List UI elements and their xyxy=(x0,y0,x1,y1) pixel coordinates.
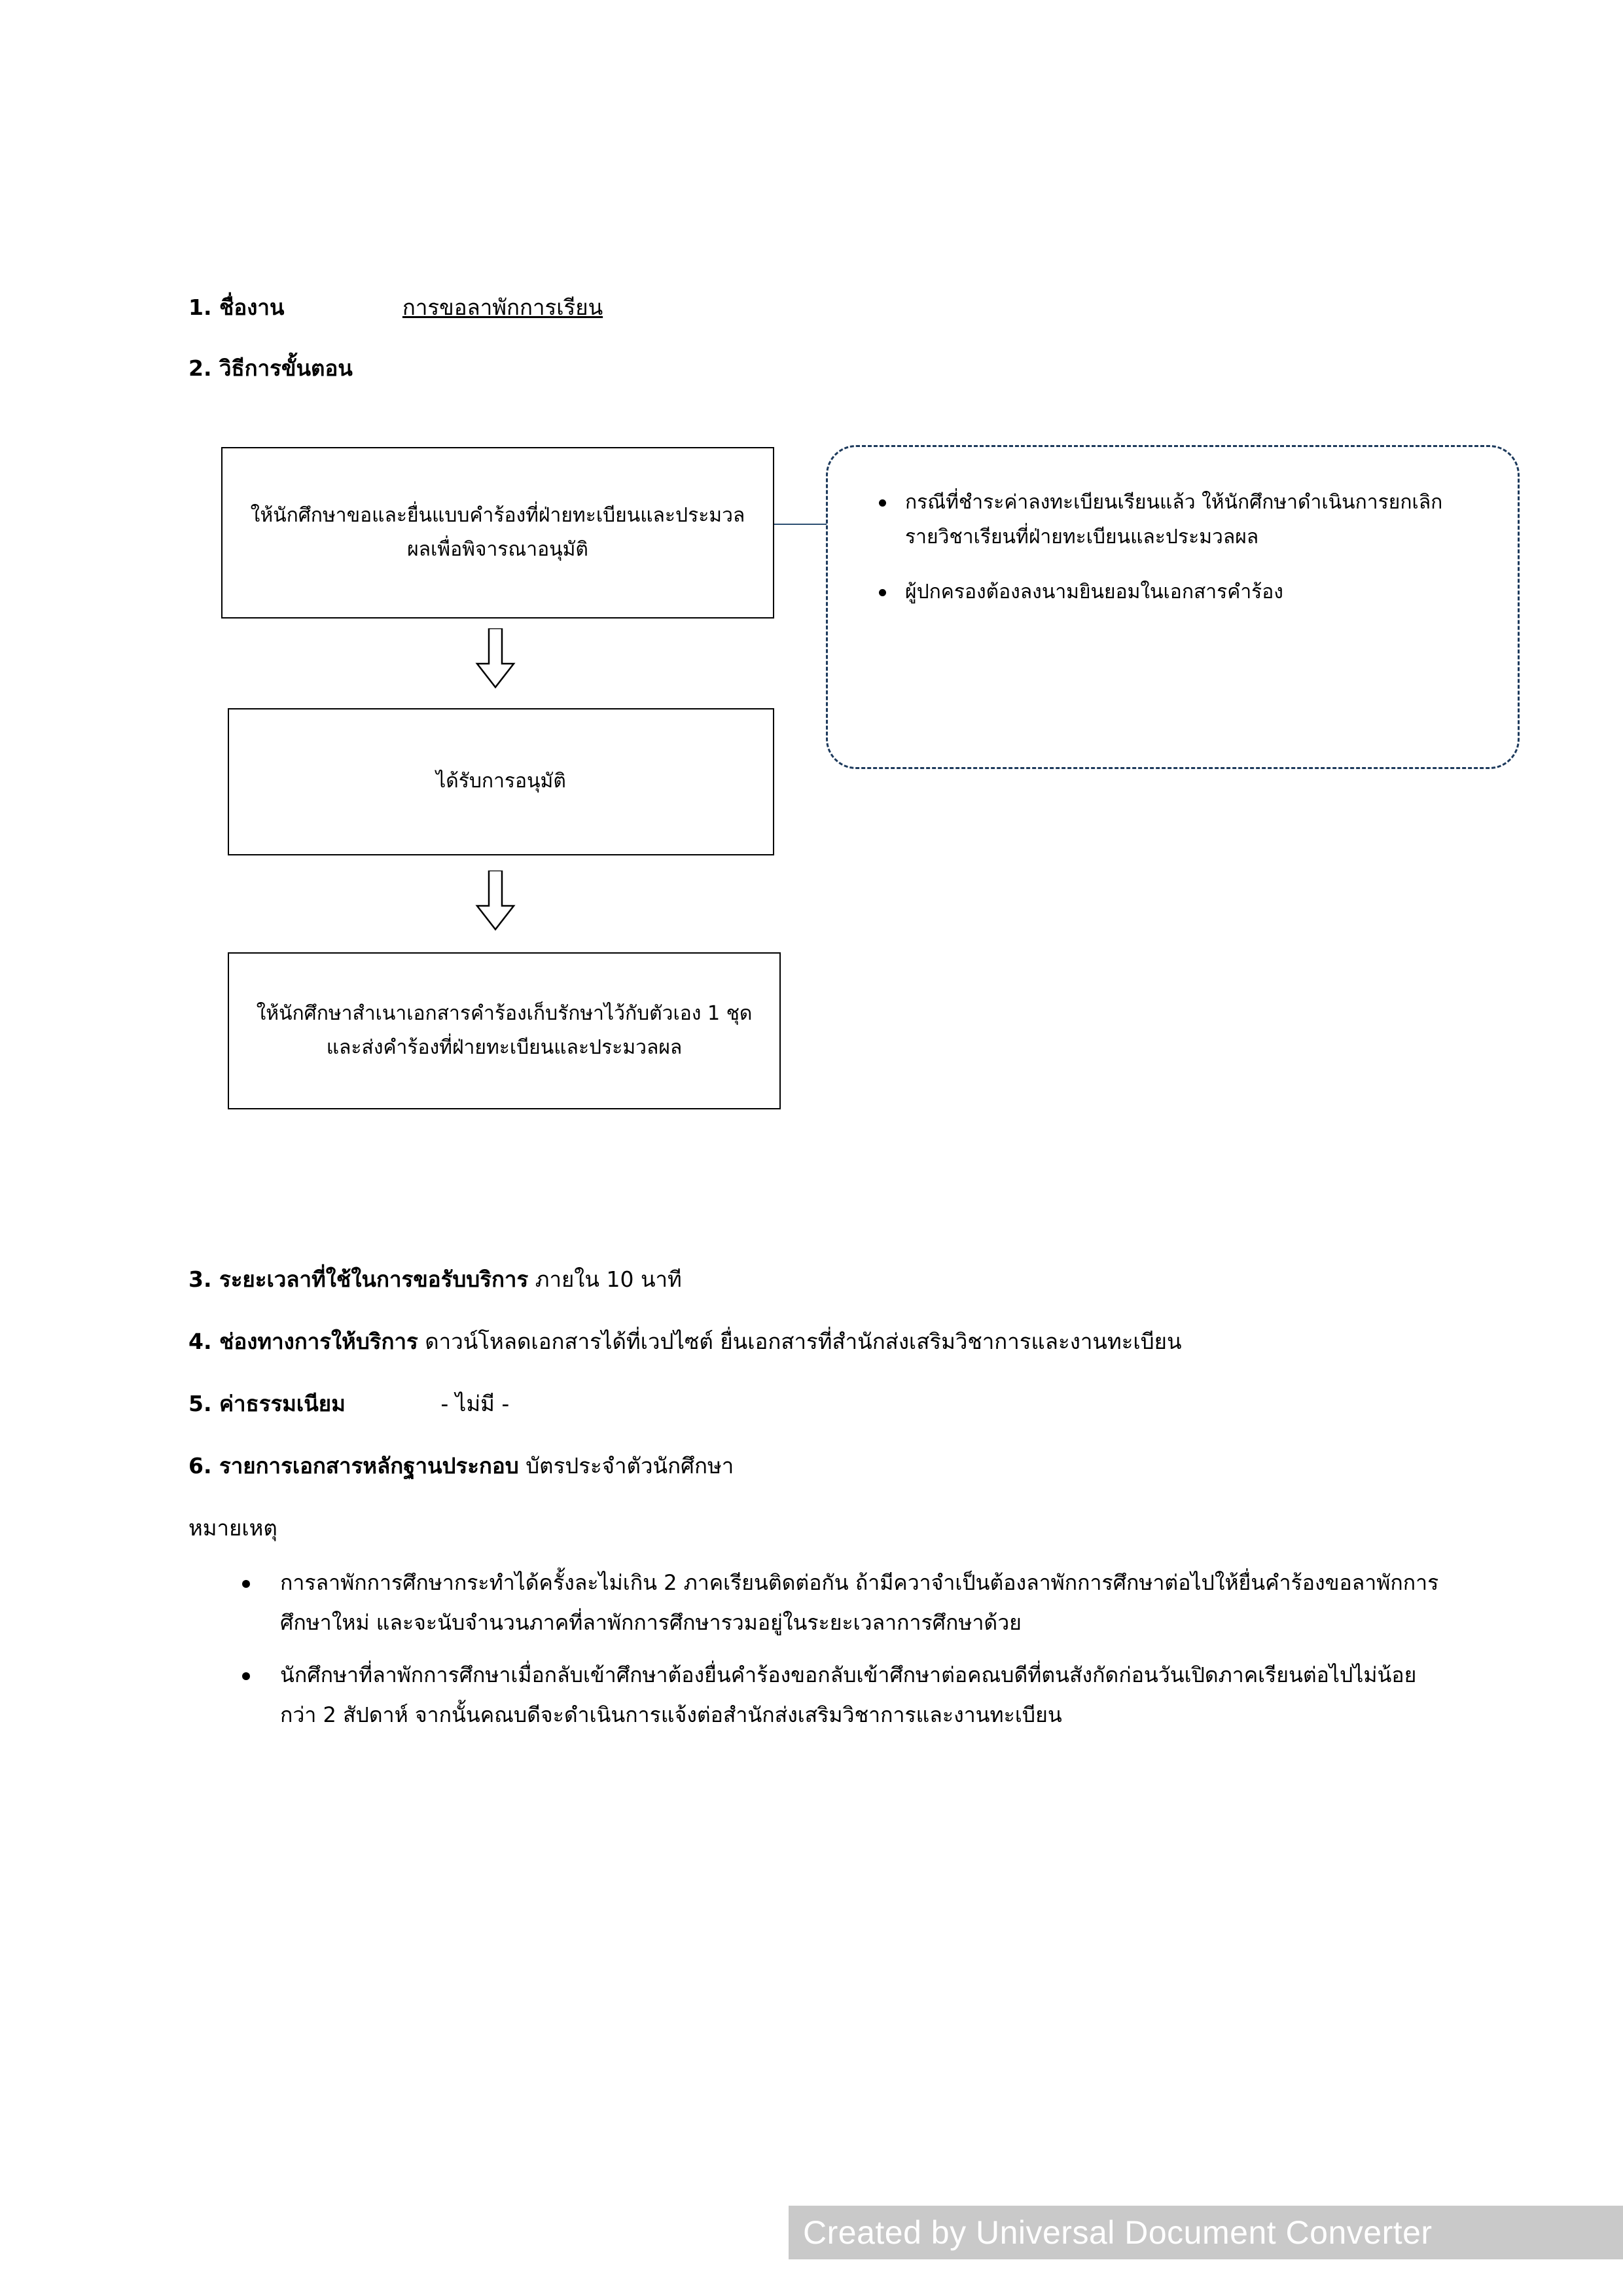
flow-note-callout xyxy=(826,445,1520,769)
arrow-down-icon-2 xyxy=(475,870,516,931)
detail-value: บัตรประจำตัวนักศึกษา xyxy=(526,1453,734,1479)
job-title-label: 1. ชื่องาน xyxy=(188,295,285,320)
detail-row-channel xyxy=(188,1325,1182,1358)
remark-heading: หมายเหตุ xyxy=(188,1515,277,1541)
detail-label: 5. ค่าธรรมเนียม xyxy=(188,1391,346,1416)
detail-label: 4. ช่องทางการให้บริการ xyxy=(188,1329,418,1354)
job-title-row xyxy=(188,291,603,324)
detail-row-fee xyxy=(188,1388,509,1420)
flow-box-copy-documents: ให้นักศึกษาสำเนาเอกสารคำร้องเก็บรักษาไว้กับตัวเอง 1 ชุด และส่งคำร้องที่ฝ่ายทะเบียนและประมวลผล xyxy=(228,952,781,1109)
remark-list xyxy=(262,1563,1440,1748)
flow-connector-line xyxy=(774,524,827,525)
remark-item: การลาพักการศึกษากระทำได้ครั้งละไม่เกิน 2 ภาคเรียนติดต่อกัน ถ้ามีควาจำเป็นต้องลาพักการศึกษาต่อไปให้ยื่นคำร้องขอลาพักการศึกษาใหม่ และจะนับจำนวนภาคที่ลาพักการศึกษารวมอยู่ในระยะเวลาการศึกษาด้วย xyxy=(262,1563,1440,1643)
detail-value: ภายใน 10 นาที xyxy=(535,1266,682,1292)
procedure-heading: 2. วิธีการขั้นตอน xyxy=(188,355,353,381)
flow-box-request: ให้นักศึกษาขอและยื่นแบบคำร้องที่ฝ่ายทะเบียนและประมวลผลเพื่อพิจารณาอนุมัติ xyxy=(221,447,774,619)
flow-note-item: ผู้ปกครองต้องลงนามยินยอมในเอกสารคำร้อง xyxy=(905,575,1481,609)
flow-note-list xyxy=(874,485,1484,609)
detail-value: ดาวน์โหลดเอกสารได้ที่เวปไซต์ ยื่นเอกสารที่สำนักส่งเสริมวิชาการและงานทะเบียน xyxy=(425,1329,1182,1354)
detail-label: 3. ระยะเวลาที่ใช้ในการขอรับบริการ xyxy=(188,1266,529,1292)
flow-note-item: กรณีที่ชำระค่าลงทะเบียนเรียนแล้ว ให้นักศึกษาดำเนินการยกเลิกรายวิชาเรียนที่ฝ่ายทะเบียนและประมวลผล xyxy=(905,485,1481,555)
detail-row-documents xyxy=(188,1450,734,1482)
flow-box-approved: ได้รับการอนุมัติ xyxy=(228,708,774,855)
detail-value: - ไม่มี - xyxy=(440,1391,510,1416)
job-title-value: การขอลาพักการเรียน xyxy=(402,295,603,320)
remark-item: นักศึกษาที่ลาพักการศึกษาเมื่อกลับเข้าศึกษาต้องยื่นคำร้องขอกลับเข้าศึกษาต่อคณบดีที่ตนสังกัดก่อนวันเปิดภาคเรียนต่อไปไม่น้อยกว่า 2 สัปดาห์ จากนั้นคณบดีจะดำเนินการแจ้งต่อสำนักส่งเสริมวิชาการและงานทะเบียน xyxy=(262,1655,1440,1736)
arrow-down-icon-1 xyxy=(475,628,516,689)
watermark-banner: Created by Universal Document Converter xyxy=(789,2206,1623,2259)
detail-label: 6. รายการเอกสารหลักฐานประกอบ xyxy=(188,1453,519,1479)
detail-row-duration xyxy=(188,1263,682,1296)
